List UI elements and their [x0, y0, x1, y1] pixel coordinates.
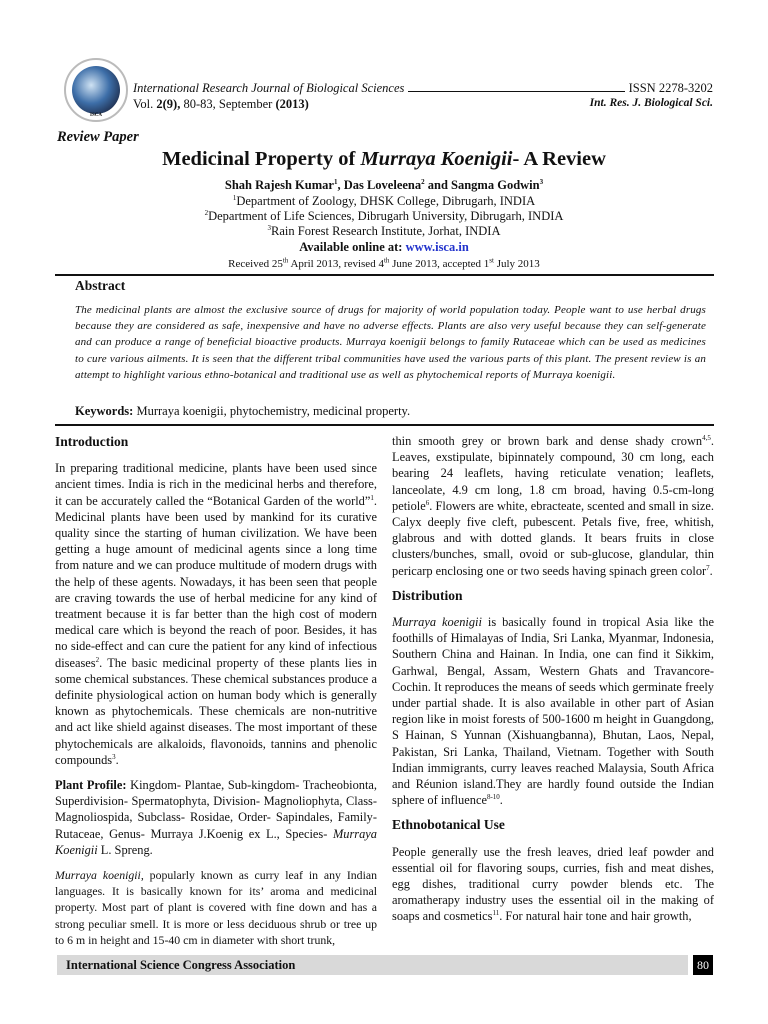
- affiliation: [0, 194, 768, 209]
- header-rule: [408, 81, 624, 92]
- text-run: . Flowers are white, ebracteate, scented and small in size. Calyx deeply five cleft, pubescent. Petals five, free, whitish, glabrous and with dotted glands. It bears fruits in close clusters/bunches, small, ovoid or sub-glucose, glandular, thin pericarp enclosing one or two seeds having spinach green color: [392, 498, 714, 578]
- affiliation: [0, 209, 768, 224]
- keywords-text: Murraya koenigii, phytochemistry, medicinal property.: [133, 404, 411, 418]
- affiliation-sup: 3: [267, 223, 272, 232]
- text-run: Murraya koenigii: [392, 615, 482, 630]
- text-run: July 2013: [493, 258, 540, 270]
- section-heading: Introduction: [55, 434, 129, 449]
- available-online: [0, 240, 768, 255]
- author-name: Shah Rajesh Kumar: [224, 178, 334, 192]
- text-run: April 2013, revised 4: [288, 258, 384, 270]
- paragraph: [55, 777, 377, 858]
- affiliation-text: Department of Life Sciences, Dibrugarh University, Dibrugarh, INDIA: [208, 209, 564, 223]
- journal-name: International Research Journal of Biological Sciences: [133, 81, 405, 95]
- text-run: . Leaves, exstipulate, bipinnately compound, 30 cm long, each bearing 24 leaflets, having reticulate venation; leaflets, lanceolate, 4.9 cm long, 1.8 cm broad, having 0.5-cm-long petiole: [392, 434, 714, 513]
- abstract-text: The medicinal plants are almost the exclusive source of drugs for majority of world population today. People want to use herbal drugs because they are considered as safe, inexpensive and have no adverse effects. Plants are also very useful because they can self-generate and can produce a range of beneficial bioactive products. Murraya koenigii belongs to family Rutaceae which can be used as medicines to cure various ailments. It is seen that the different tribal communities have used the various parts of this plant. The present review is an attempt to highlight various ethno-botanical and traditional use as well as phytochemical reports of Murraya koenigii.: [75, 304, 706, 381]
- text-run: popularly known as curry leaf in any Indian languages. It is basically known for its’ aroma and medicinal property. Most part of plant is covered with fine down and has a strong peculiar smell. It is more or less deciduous shrub or tree up to 6 m in height and 15-40 cm in diameter with short trunk,: [55, 868, 377, 947]
- author-name: Sangma Godwin: [451, 178, 540, 192]
- text-run: . Medicinal plants have been used by mankind for its curative quality since the starting of human civilization. We have been getting a huge amount of medicinal agents since a long time from nature and we can produce multitude of modern drugs with the help of these agents. Nowadays, it has been seen that people are craving towards the use of herbal medicine for any kind of treatment because it is far better than the high cost of modern medical care which is beyond the reach of poor. Besides, it has no side-effect and can cure the patient for any kind of infectious diseases: [55, 493, 377, 670]
- text-run: is basically found in tropical Asia like the foothills of Himalayas of India, Sri Lanka, Myanmar, Indonesia, Southern China and Hainan. In India, one can find it Sikkim, Garhwal, Bengal, Assam, Western Ghats and Travancore-Cochin. It reproduces the means of seeds which germinate freely under partial shade. It is also available in other part of Asian region like in moist forests of 500-1600 m height in Guangdong, S Hainan, S Yunnan (Xishuangbanna), Bhutan, Laos, Nepal, Pakistan, Sri Lanka, Thailand, Vietnam. Together with South Indian immigrants, curry leaves reached Malaysia, South Africa and Réunion island.They are hardly found outside the Indian sphere of influence: [392, 615, 715, 808]
- volume-row: [133, 97, 713, 112]
- keywords: [75, 404, 410, 419]
- citation: 11: [492, 909, 500, 918]
- affiliations: [0, 194, 768, 239]
- paper-title: [0, 148, 768, 171]
- citation: th: [282, 256, 289, 265]
- citation: 7: [706, 563, 710, 572]
- affiliation-sup: 1: [232, 193, 237, 202]
- text-run: .: [709, 563, 713, 578]
- author-sup: 3: [539, 177, 544, 186]
- title-species: Murraya Koenigii: [360, 148, 513, 170]
- section-heading: Distribution: [392, 587, 463, 603]
- text-run: Received 25: [228, 258, 283, 270]
- volume-info: [133, 97, 309, 112]
- citation: 1: [370, 493, 374, 502]
- paragraph: [392, 844, 714, 925]
- author-sep: ,: [337, 178, 344, 192]
- authors: [0, 178, 768, 193]
- volume: 2(9),: [156, 97, 181, 111]
- text-run: Plant Profile:: [55, 778, 127, 793]
- author-name: Das Loveleena: [343, 178, 422, 192]
- text-run: thin smooth grey or brown bark and dense shady crown: [392, 434, 703, 448]
- journal-header: [133, 81, 713, 96]
- affiliation-sup: 2: [204, 208, 209, 217]
- text-run: People generally use the fresh leaves, dried leaf powder and essential oil for flavoring soups, curries, fish and meat dishes, egg dishes, traditional curry powder blends etc. The aromatherapy industry uses the essential oil in the making of soaps and cosmetics: [392, 844, 714, 924]
- citation: 4,5: [702, 433, 711, 442]
- paragraph: [55, 867, 377, 948]
- keywords-label: Keywords:: [75, 404, 134, 418]
- text-run: Murraya Koenigii: [55, 826, 377, 857]
- received-dates: [0, 258, 768, 270]
- title-pre: Medicinal Property of: [162, 148, 361, 170]
- paragraph: [392, 433, 714, 579]
- page-number: 80: [693, 955, 713, 975]
- text-run: . The basic medicinal property of these plants lies in some chemical substances. These chemical substances produce a definite physiological action on human body which is generally known as phytochemicals. These chemicals are non-nutritive and act like shield against diseases. The most important of these phytochemicals are alkaloids, flavonoids, tannins and phenolic compounds: [55, 655, 377, 767]
- section-heading: Ethnobotanical Use: [392, 817, 505, 833]
- text-run: . For natural hair tone and hair growth,: [499, 909, 692, 924]
- affiliation-text: Rain Forest Research Institute, Jorhat, INDIA: [271, 224, 501, 238]
- logo-text: ISCA: [90, 113, 102, 118]
- affiliation-text: Department of Zoology, DHSK College, Dibrugarh, INDIA: [236, 194, 536, 208]
- paragraph: [392, 614, 714, 808]
- website-link[interactable]: www.isca.in: [405, 240, 469, 254]
- footer-org: International Science Congress Association: [57, 955, 688, 975]
- abstract-heading: Abstract: [75, 278, 126, 293]
- text-run: In preparing traditional medicine, plants have been used since ancient times. India is rich in the medicinal herbs and therefore, it can be accurately called the “Botanical Garden of the world”: [55, 461, 377, 508]
- text-run: .: [499, 793, 503, 808]
- available-label: Available online at:: [299, 240, 406, 254]
- citation: th: [383, 256, 390, 265]
- issn: ISSN 2278-3202: [628, 81, 713, 95]
- citation: 3: [112, 752, 116, 761]
- journal-abbr: Int. Res. J. Biological Sci.: [589, 97, 713, 109]
- citation: 6: [425, 498, 430, 507]
- globe-icon: [72, 66, 120, 114]
- author-sup: 2: [421, 177, 425, 186]
- text-run: June 2013, accepted 1: [389, 258, 490, 270]
- title-post: - A Review: [512, 148, 606, 170]
- text-run: L. Spreng.: [97, 842, 153, 857]
- left-column: [55, 432, 377, 957]
- text-run: Murraya koenigii,: [55, 868, 144, 883]
- volume-prefix: Vol.: [133, 97, 157, 111]
- right-column: [392, 433, 714, 934]
- paragraph: [55, 460, 377, 768]
- author-sep: and: [424, 178, 452, 192]
- divider: [55, 274, 714, 276]
- citation: 2: [95, 655, 100, 664]
- journal-logo: [64, 58, 128, 122]
- citation: 8-10: [486, 793, 500, 802]
- author-sup: 1: [333, 177, 338, 186]
- pages: 80-83, September: [180, 97, 276, 111]
- year: (2013): [275, 97, 309, 111]
- affiliation: [0, 224, 768, 239]
- divider: [55, 424, 714, 426]
- paper-type: Review Paper: [57, 129, 139, 145]
- citation: st: [489, 256, 494, 265]
- text-run: Kingdom- Plantae, Sub-kingdom- Tracheobionta, Superdivision- Spermatophyta, Division- Magnoliophyta, Class- Magnoliospida, Subclass- Rosidae, Order- Sapindales, Family- Rutaceae, Genus- Murraya J.Koenig ex L., Species-: [55, 778, 378, 841]
- text-run: .: [115, 752, 119, 767]
